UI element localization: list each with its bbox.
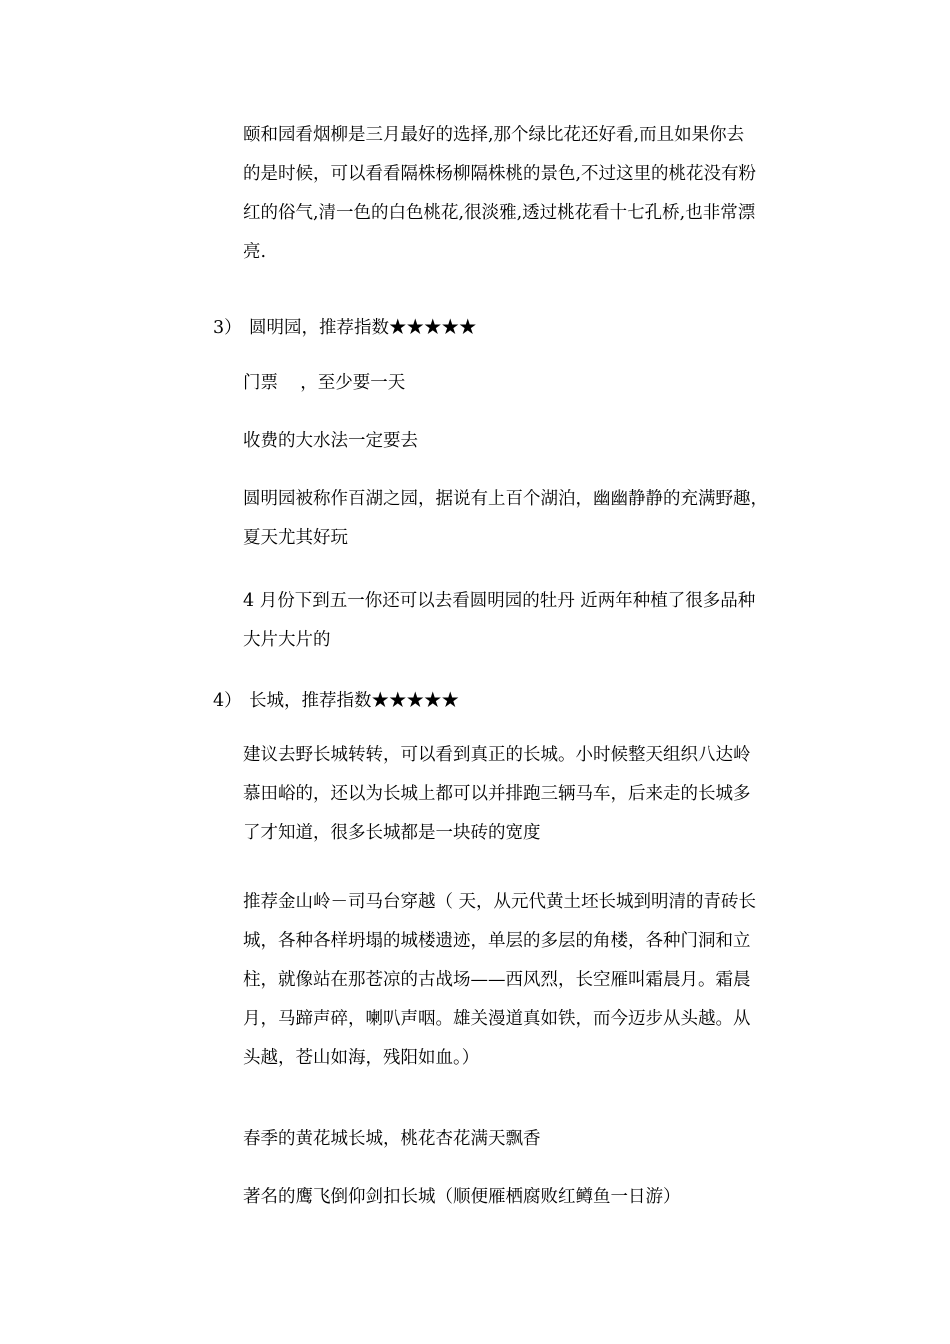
- intro-paragraph: [243, 116, 823, 272]
- section-4-huanghuacheng: [243, 1120, 823, 1159]
- text-line: 的是时候，可以看看隔株杨柳隔株桃的景色,不过这里的桃花没有粉: [243, 164, 757, 184]
- section-3-ticket: [243, 364, 823, 403]
- text-line: 大片大片的: [243, 630, 331, 650]
- text-line: 颐和园看烟柳是三月最好的选择,那个绿比花还好看,而且如果你去: [243, 125, 745, 145]
- text-line: 圆明园被称作百湖之园，据说有上百个湖泊，幽幽静静的充满野趣，: [243, 489, 768, 509]
- section-title: 长城，推荐指数★★★★★: [249, 691, 459, 711]
- text-line: 慕田峪的，还以为长城上都可以并排跑三辆马车，后来走的长城多: [243, 784, 751, 804]
- text-line: 春季的黄花城长城，桃花杏花满天飘香: [243, 1129, 541, 1149]
- text-line: 头越，苍山如海，残阳如血。）: [243, 1048, 480, 1068]
- text-line: 4 月份下到五一你还可以去看圆明园的牡丹 近两年种植了很多品种: [243, 591, 756, 611]
- text-line: 著名的鹰飞倒仰剑扣长城（顺便雁栖腐败红鳟鱼一日游）: [243, 1187, 681, 1207]
- section-4-yingfei: [243, 1178, 823, 1217]
- text-line: 门票 ，至少要一天: [243, 373, 406, 393]
- text-line: 红的俗气,清一色的白色桃花,很淡雅,透过桃花看十七孔桥,也非常漂: [243, 203, 756, 223]
- text-line: 月，马蹄声碎，喇叭声咽。雄关漫道真如铁，而今迈步从头越。从: [243, 1009, 751, 1029]
- section-4-wild-wall: [243, 736, 823, 853]
- text-line: 推荐金山岭－司马台穿越（ 天，从元代黄土坯长城到明清的青砖长: [243, 892, 757, 912]
- text-line: 柱，就像站在那苍凉的古战场——西风烈，长空雁叫霜晨月。霜晨: [243, 970, 751, 990]
- section-4-jinshanling: [243, 883, 823, 1078]
- text-line: 城，各种各样坍塌的城楼遗迹，单层的多层的角楼，各种门洞和立: [243, 931, 751, 951]
- section-4-heading: [213, 686, 459, 716]
- text-line: 亮.: [243, 242, 267, 262]
- section-3-lakes: [243, 480, 823, 558]
- section-title: 圆明园，推荐指数★★★★★: [249, 318, 477, 338]
- section-3-heading: [213, 313, 477, 343]
- section-3-peony: [243, 582, 823, 660]
- section-number: 3）: [213, 318, 242, 338]
- text-line: 收费的大水法一定要去: [243, 431, 418, 451]
- text-line: 建议去野长城转转，可以看到真正的长城。小时候整天组织八达岭: [243, 745, 751, 765]
- text-line: 了才知道，很多长城都是一块砖的宽度: [243, 823, 541, 843]
- section-number: 4）: [213, 691, 242, 711]
- text-line: 夏天尤其好玩: [243, 528, 348, 548]
- section-3-waterfall: [243, 422, 823, 461]
